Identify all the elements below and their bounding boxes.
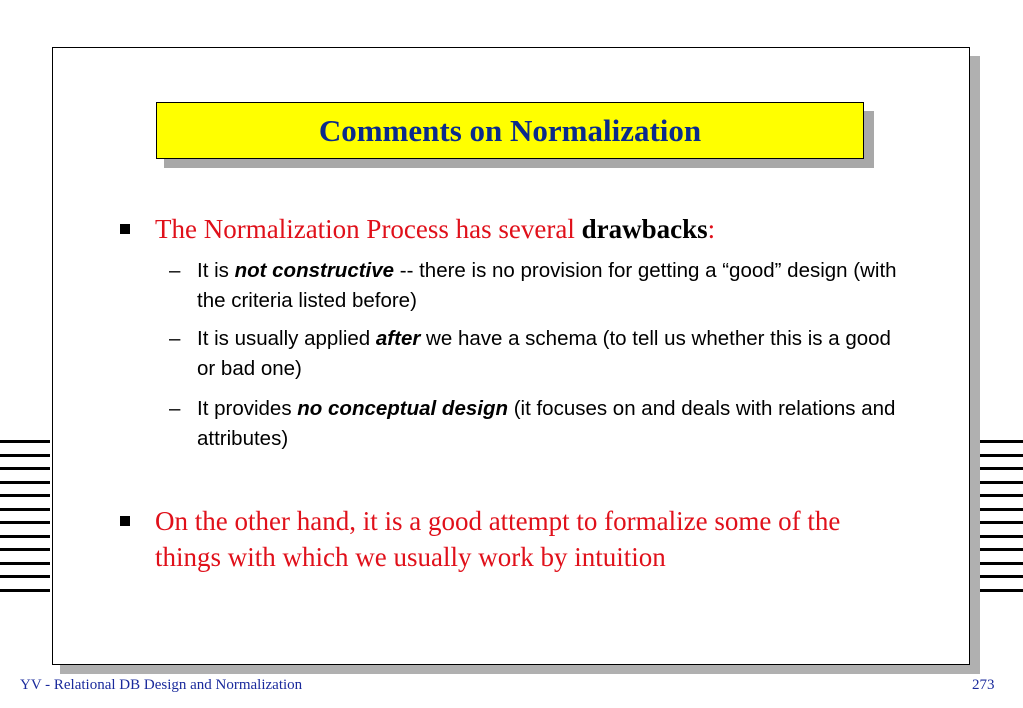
- bullet-text: On the other hand, it is a good attempt to formalize some of the things with which we usually work by intuition: [155, 506, 841, 572]
- dash-icon: –: [169, 259, 181, 282]
- sub-item-after: [169, 324, 897, 384]
- footer-page-number: 273: [972, 677, 995, 693]
- bullet-colon: :: [707, 214, 716, 244]
- sub-item-post: (it focuses on and deals with relations and attributes): [197, 397, 896, 450]
- sub-item-post: -- there is no provision for getting a “good” design (with the criteria listed before): [197, 259, 897, 312]
- sub-item-pre: It is: [197, 259, 235, 282]
- bullet-emphasis: drawbacks: [581, 214, 708, 244]
- sub-item-pre: It is usually applied: [197, 327, 376, 350]
- square-bullet-icon: [120, 516, 130, 526]
- dash-icon: –: [169, 397, 181, 420]
- footer-course-title: YV - Relational DB Design and Normalization: [20, 677, 303, 693]
- sub-item-pre: It provides: [197, 397, 298, 420]
- dash-icon: –: [169, 327, 181, 350]
- sub-item-post: we have a schema (to tell us whether this is a good or bad one): [197, 327, 891, 380]
- sub-item-no-conceptual-design: [169, 394, 897, 454]
- left-decoration-lines: [0, 440, 50, 602]
- sub-item-emphasis: no conceptual design: [297, 397, 508, 420]
- bullet-text: The Normalization Process has several: [155, 214, 582, 244]
- slide-title: Comments on Normalization: [318, 112, 702, 148]
- right-decoration-lines: [978, 440, 1023, 602]
- bullet-other-hand: [155, 503, 895, 575]
- sub-item-emphasis: after: [375, 327, 421, 350]
- sub-item-emphasis: not constructive: [234, 259, 395, 282]
- square-bullet-icon: [120, 224, 130, 234]
- bullet-drawbacks: [155, 211, 895, 247]
- title-box: [156, 102, 864, 159]
- sub-item-not-constructive: [169, 256, 897, 316]
